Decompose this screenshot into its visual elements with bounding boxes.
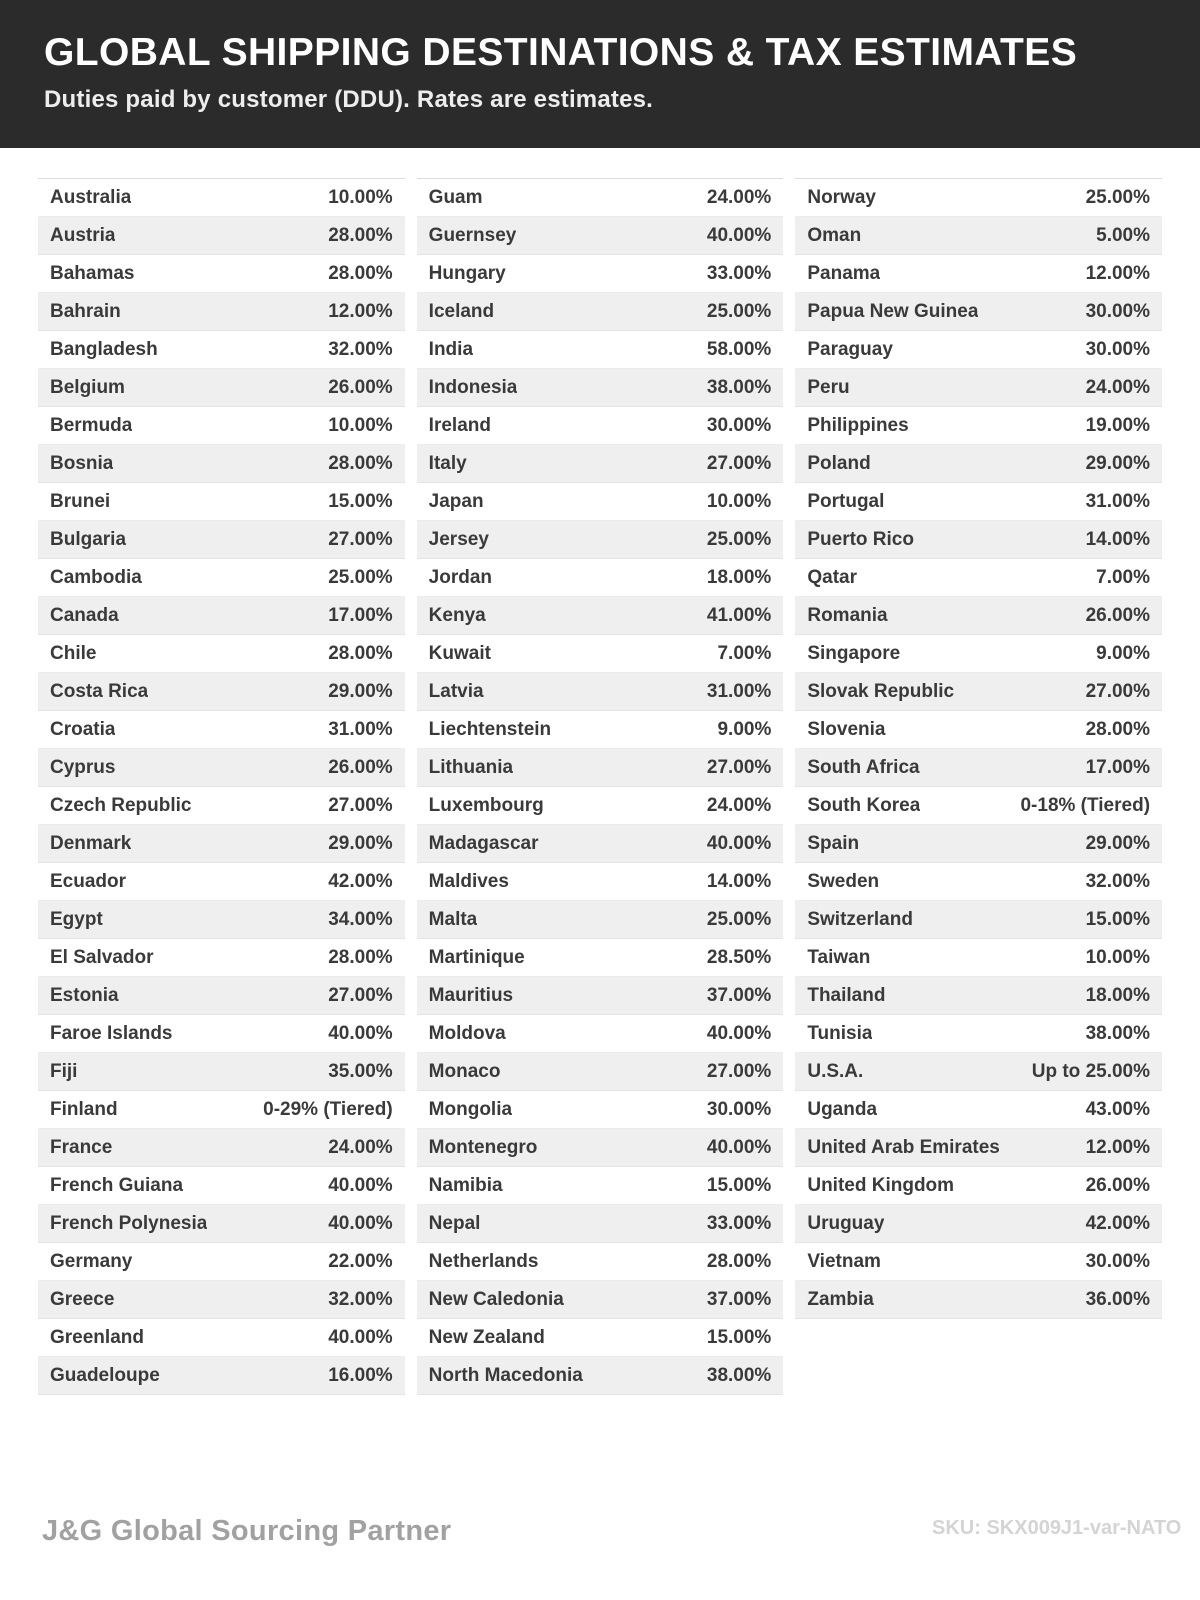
rate-value: 19.00% [1085, 414, 1151, 436]
table-row [38, 749, 405, 787]
table-row [38, 179, 405, 217]
table-row [417, 1319, 784, 1357]
rate-value: 28.00% [328, 224, 393, 246]
table-row [417, 559, 784, 597]
rate-value: 28.00% [328, 642, 393, 664]
table-row [795, 635, 1162, 673]
rate-value: 29.00% [1085, 452, 1151, 474]
table-row [417, 787, 784, 825]
rate-value: 27.00% [706, 452, 772, 474]
rate-value: 32.00% [1085, 870, 1151, 892]
rate-value: 27.00% [328, 984, 393, 1006]
country-label: Vietnam [807, 1250, 881, 1272]
table-row [795, 369, 1162, 407]
table-row [38, 939, 405, 977]
country-label: Belgium [50, 376, 125, 398]
country-label: Bosnia [50, 452, 114, 474]
rate-value: 24.00% [706, 186, 772, 208]
rate-value: 9.00% [1096, 642, 1151, 664]
rate-value: 0-18% (Tiered) [1020, 794, 1151, 816]
rate-value: 26.00% [1085, 604, 1151, 626]
rate-value: 30.00% [1085, 1250, 1151, 1272]
country-label: Australia [50, 186, 132, 208]
rate-value: 31.00% [1085, 490, 1151, 512]
country-label: Italy [428, 452, 467, 474]
table-row [417, 939, 784, 977]
country-label: Tunisia [807, 1022, 873, 1044]
table-row [38, 407, 405, 445]
country-label: Guadeloupe [50, 1364, 160, 1386]
rate-value: 38.00% [706, 376, 772, 398]
rate-value: 10.00% [328, 186, 393, 208]
country-label: Oman [807, 224, 862, 246]
rate-value: 27.00% [706, 756, 772, 778]
country-label: Panama [807, 262, 881, 284]
rate-value: 38.00% [706, 1364, 772, 1386]
table-row [417, 369, 784, 407]
table-row [38, 369, 405, 407]
table-row [795, 1167, 1162, 1205]
rate-value: 40.00% [328, 1022, 393, 1044]
country-label: Uganda [807, 1098, 878, 1120]
table-row [417, 711, 784, 749]
country-label: Estonia [50, 984, 119, 1006]
table-row [795, 711, 1162, 749]
rate-value: 28.50% [706, 946, 772, 968]
table-row [417, 1167, 784, 1205]
rate-value: 40.00% [706, 832, 772, 854]
country-label: Chile [50, 642, 97, 664]
rate-value: 40.00% [328, 1326, 393, 1348]
table-row [38, 521, 405, 559]
table-row [38, 255, 405, 293]
rate-value: 12.00% [1085, 1136, 1151, 1158]
rate-value: 10.00% [706, 490, 772, 512]
country-label: Puerto Rico [807, 528, 914, 550]
country-label: New Zealand [428, 1326, 545, 1348]
rate-value: 15.00% [706, 1174, 772, 1196]
table-row [38, 673, 405, 711]
table-row [38, 1243, 405, 1281]
country-label: French Guiana [50, 1174, 184, 1196]
country-label: Paraguay [807, 338, 893, 360]
country-label: Montenegro [428, 1136, 538, 1158]
country-label: Liechtenstein [428, 718, 552, 740]
table-row [795, 483, 1162, 521]
table-row [417, 673, 784, 711]
country-label: Jersey [428, 528, 489, 550]
sku-text: SKU: SKX009J1-var-NATO [932, 1517, 1182, 1539]
table-row [38, 901, 405, 939]
table-row [417, 977, 784, 1015]
table-row [795, 255, 1162, 293]
country-label: Greenland [50, 1326, 144, 1348]
rate-value: 14.00% [706, 870, 772, 892]
table-row [38, 977, 405, 1015]
table-row [795, 673, 1162, 711]
rate-value: 12.00% [328, 300, 393, 322]
country-label: Cyprus [50, 756, 116, 778]
table-row [38, 559, 405, 597]
rate-value: 9.00% [717, 718, 772, 740]
rate-value: Up to 25.00% [1031, 1060, 1151, 1082]
country-label: Guam [428, 186, 483, 208]
rate-value: 7.00% [1096, 566, 1151, 588]
table-row [38, 1205, 405, 1243]
brand-text: J&G Global Sourcing Partner [42, 1515, 452, 1547]
country-label: Poland [807, 452, 871, 474]
country-label: Luxembourg [428, 794, 544, 816]
rate-value: 24.00% [1085, 376, 1151, 398]
rate-value: 27.00% [328, 528, 393, 550]
rate-value: 30.00% [706, 1098, 772, 1120]
country-label: Faroe Islands [50, 1022, 173, 1044]
table-row [795, 1015, 1162, 1053]
table-row [795, 901, 1162, 939]
country-label: Costa Rica [50, 680, 149, 702]
country-label: Canada [50, 604, 119, 626]
table-row [417, 1243, 784, 1281]
country-label: Qatar [807, 566, 857, 588]
country-label: Ecuador [50, 870, 127, 892]
rate-value: 18.00% [1085, 984, 1151, 1006]
table-row [417, 1015, 784, 1053]
country-label: Uruguay [807, 1212, 885, 1234]
table-row [417, 863, 784, 901]
rate-value: 12.00% [1085, 262, 1151, 284]
rate-value: 37.00% [706, 1288, 772, 1310]
country-label: Sweden [807, 870, 880, 892]
rate-value: 24.00% [328, 1136, 393, 1158]
country-label: India [428, 338, 474, 360]
table-row [795, 217, 1162, 255]
table-row [417, 749, 784, 787]
table-row [38, 1053, 405, 1091]
table-row [38, 1319, 405, 1357]
table-row [38, 787, 405, 825]
table-row [795, 559, 1162, 597]
table-row [38, 293, 405, 331]
country-label: Jordan [428, 566, 493, 588]
rate-value: 28.00% [328, 946, 393, 968]
country-label: Fiji [50, 1060, 78, 1082]
country-label: Netherlands [428, 1250, 539, 1272]
table-row [38, 635, 405, 673]
country-label: Austria [50, 224, 116, 246]
rate-value: 25.00% [1085, 186, 1151, 208]
rate-value: 22.00% [328, 1250, 393, 1272]
table-row [795, 1129, 1162, 1167]
table-row [38, 483, 405, 521]
rates-table [0, 148, 1200, 1395]
country-label: Cambodia [50, 566, 142, 588]
country-label: Malta [428, 908, 478, 930]
rate-value: 28.00% [1085, 718, 1151, 740]
country-label: Lithuania [428, 756, 514, 778]
rate-value: 26.00% [328, 376, 393, 398]
table-row [795, 939, 1162, 977]
table-row [38, 1167, 405, 1205]
rate-value: 25.00% [706, 300, 772, 322]
country-label: Iceland [428, 300, 495, 322]
table-row [417, 407, 784, 445]
country-label: South Korea [807, 794, 921, 816]
rate-value: 40.00% [328, 1212, 393, 1234]
rate-value: 30.00% [1085, 338, 1151, 360]
rate-value: 31.00% [706, 680, 772, 702]
table-row [795, 1091, 1162, 1129]
rate-value: 25.00% [706, 528, 772, 550]
country-label: Norway [807, 186, 876, 208]
table-row [38, 711, 405, 749]
table-row [38, 1129, 405, 1167]
country-label: Taiwan [807, 946, 871, 968]
table-row [38, 445, 405, 483]
header [0, 0, 1200, 148]
country-label: Latvia [428, 680, 484, 702]
rate-value: 29.00% [1085, 832, 1151, 854]
rate-value: 26.00% [1085, 1174, 1151, 1196]
rate-value: 38.00% [1085, 1022, 1151, 1044]
country-label: Bangladesh [50, 338, 158, 360]
table-row [417, 635, 784, 673]
table-row [417, 255, 784, 293]
country-label: Madagascar [428, 832, 539, 854]
rate-value: 29.00% [328, 680, 393, 702]
table-row [417, 1281, 784, 1319]
rate-value: 27.00% [1085, 680, 1151, 702]
country-label: Japan [428, 490, 484, 512]
rate-value: 15.00% [706, 1326, 772, 1348]
country-label: Namibia [428, 1174, 503, 1196]
rate-value: 17.00% [328, 604, 393, 626]
rate-value: 25.00% [328, 566, 393, 588]
table-row [417, 179, 784, 217]
table-row [417, 1205, 784, 1243]
rate-value: 58.00% [706, 338, 772, 360]
table-row [38, 825, 405, 863]
country-label: Kenya [428, 604, 486, 626]
page-subtitle: Duties paid by customer (DDU). Rates are estimates. [44, 85, 654, 113]
country-label: Zambia [807, 1288, 874, 1310]
rate-value: 34.00% [328, 908, 393, 930]
rates-column-1 [38, 178, 405, 1395]
rates-column-3 [795, 178, 1162, 1395]
country-label: Maldives [428, 870, 509, 892]
rates-column-2 [417, 178, 784, 1395]
country-label: Bahrain [50, 300, 121, 322]
rate-value: 32.00% [328, 338, 393, 360]
table-row [417, 1129, 784, 1167]
rate-value: 10.00% [1085, 946, 1151, 968]
country-label: Denmark [50, 832, 132, 854]
rate-value: 42.00% [328, 870, 393, 892]
rate-value: 41.00% [706, 604, 772, 626]
rate-value: 5.00% [1096, 224, 1151, 246]
country-label: New Caledonia [428, 1288, 564, 1310]
country-label: Ireland [428, 414, 491, 436]
country-label: U.S.A. [807, 1060, 864, 1082]
rate-value: 10.00% [328, 414, 393, 436]
table-row [795, 825, 1162, 863]
country-label: Croatia [50, 718, 116, 740]
country-label: Brunei [50, 490, 111, 512]
country-label: Germany [50, 1250, 133, 1272]
rate-value: 17.00% [1085, 756, 1151, 778]
rate-value: 18.00% [706, 566, 772, 588]
country-label: Slovenia [807, 718, 886, 740]
country-label: Romania [807, 604, 888, 626]
rate-value: 26.00% [328, 756, 393, 778]
rate-value: 40.00% [706, 1136, 772, 1158]
table-row [417, 1053, 784, 1091]
table-row [795, 597, 1162, 635]
rate-value: 40.00% [328, 1174, 393, 1196]
country-label: Monaco [428, 1060, 501, 1082]
table-row [417, 901, 784, 939]
country-label: Spain [807, 832, 860, 854]
country-label: El Salvador [50, 946, 154, 968]
rate-value: 42.00% [1085, 1212, 1151, 1234]
country-label: Martinique [428, 946, 525, 968]
table-row [795, 521, 1162, 559]
country-label: Hungary [428, 262, 506, 284]
rate-value: 27.00% [706, 1060, 772, 1082]
country-label: Nepal [428, 1212, 481, 1234]
country-label: Egypt [50, 908, 103, 930]
country-label: South Africa [807, 756, 920, 778]
rate-value: 16.00% [328, 1364, 393, 1386]
table-row [417, 331, 784, 369]
rate-value: 30.00% [706, 414, 772, 436]
table-row [417, 483, 784, 521]
table-row [38, 863, 405, 901]
country-label: Greece [50, 1288, 115, 1310]
country-label: French Polynesia [50, 1212, 208, 1234]
table-row [795, 977, 1162, 1015]
rate-value: 0-29% (Tiered) [263, 1098, 393, 1120]
country-label: Mongolia [428, 1098, 513, 1120]
country-label: Finland [50, 1098, 118, 1120]
rate-value: 14.00% [1085, 528, 1151, 550]
rate-value: 31.00% [328, 718, 393, 740]
table-row [38, 1281, 405, 1319]
table-row [795, 1281, 1162, 1319]
table-row [795, 1243, 1162, 1281]
rate-value: 24.00% [706, 794, 772, 816]
country-label: Bahamas [50, 262, 135, 284]
table-row [417, 445, 784, 483]
rate-value: 33.00% [706, 1212, 772, 1234]
table-row [417, 597, 784, 635]
table-row [795, 445, 1162, 483]
table-row [795, 293, 1162, 331]
table-row [38, 217, 405, 255]
table-row [417, 217, 784, 255]
table-row [795, 1053, 1162, 1091]
page-title: GLOBAL SHIPPING DESTINATIONS & TAX ESTIMATES [44, 31, 1078, 74]
table-row [417, 1357, 784, 1395]
rate-value: 28.00% [706, 1250, 772, 1272]
table-row [38, 597, 405, 635]
country-label: Mauritius [428, 984, 514, 1006]
country-label: North Macedonia [428, 1364, 583, 1386]
country-label: Indonesia [428, 376, 518, 398]
rate-value: 33.00% [706, 262, 772, 284]
country-label: Czech Republic [50, 794, 192, 816]
rate-value: 32.00% [328, 1288, 393, 1310]
country-label: Guernsey [428, 224, 517, 246]
table-row [795, 179, 1162, 217]
country-label: Peru [807, 376, 850, 398]
table-row [795, 787, 1162, 825]
rate-value: 7.00% [717, 642, 772, 664]
country-label: United Kingdom [807, 1174, 955, 1196]
table-row [795, 749, 1162, 787]
rate-value: 37.00% [706, 984, 772, 1006]
table-row [38, 1091, 405, 1129]
country-label: Philippines [807, 414, 909, 436]
country-label: Slovak Republic [807, 680, 955, 702]
country-label: Portugal [807, 490, 885, 512]
rate-value: 30.00% [1085, 300, 1151, 322]
country-label: France [50, 1136, 113, 1158]
country-label: Switzerland [807, 908, 913, 930]
rate-value: 40.00% [706, 224, 772, 246]
rate-value: 36.00% [1085, 1288, 1151, 1310]
country-label: Kuwait [428, 642, 491, 664]
rate-value: 28.00% [328, 452, 393, 474]
rate-value: 43.00% [1085, 1098, 1151, 1120]
country-label: United Arab Emirates [807, 1136, 1000, 1158]
table-row [795, 863, 1162, 901]
table-row [417, 521, 784, 559]
rate-value: 29.00% [328, 832, 393, 854]
rate-value: 15.00% [328, 490, 393, 512]
table-row [795, 331, 1162, 369]
rate-value: 40.00% [706, 1022, 772, 1044]
rate-value: 25.00% [706, 908, 772, 930]
rate-value: 35.00% [328, 1060, 393, 1082]
rate-value: 27.00% [328, 794, 393, 816]
table-row [795, 407, 1162, 445]
country-label: Bulgaria [50, 528, 127, 550]
country-label: Moldova [428, 1022, 506, 1044]
table-row [795, 1205, 1162, 1243]
table-row [417, 1091, 784, 1129]
rate-value: 28.00% [328, 262, 393, 284]
table-row [38, 1015, 405, 1053]
country-label: Bermuda [50, 414, 133, 436]
rate-value: 15.00% [1085, 908, 1151, 930]
country-label: Thailand [807, 984, 886, 1006]
table-row [38, 1357, 405, 1395]
table-row [417, 293, 784, 331]
table-row [417, 825, 784, 863]
country-label: Singapore [807, 642, 901, 664]
table-row [38, 331, 405, 369]
country-label: Papua New Guinea [807, 300, 979, 322]
